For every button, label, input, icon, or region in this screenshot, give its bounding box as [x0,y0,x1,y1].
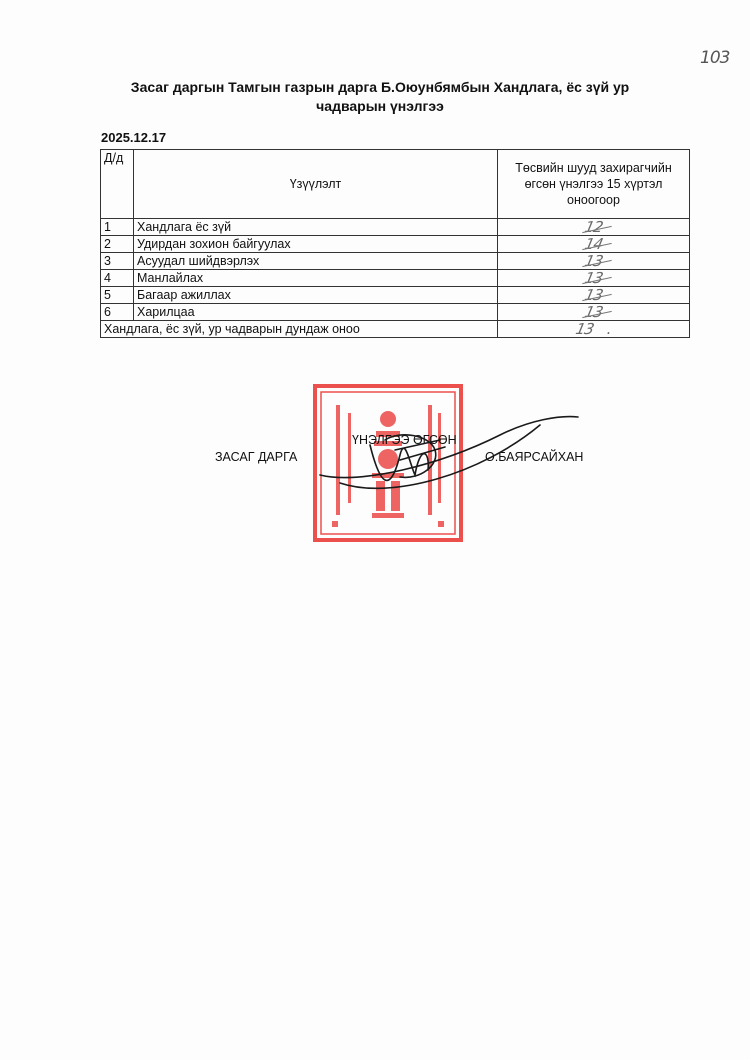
row-criterion: Хандлага ёс зүй [134,219,498,236]
table-row [101,304,690,321]
row-no: 1 [101,219,134,236]
row-score [498,304,690,321]
row-criterion: Манлайлах [134,270,498,287]
evaluation-table [100,149,690,338]
table-row [101,236,690,253]
header-no: Д/д [101,150,134,219]
row-no: 4 [101,270,134,287]
row-score [498,270,690,287]
row-no: 5 [101,287,134,304]
average-score: 13 . [498,321,690,338]
table-row [101,287,690,304]
handwritten-score: 14 [583,235,604,253]
row-no: 3 [101,253,134,270]
row-criterion: Асуудал шийдвэрлэх [134,253,498,270]
handwritten-score: 12 [583,218,604,236]
handwritten-score: 13 [583,269,604,287]
row-score [498,236,690,253]
row-no: 6 [101,304,134,321]
header-criterion: Үзүүлэлт [134,150,498,219]
row-criterion: Удирдан зохион байгуулах [134,236,498,253]
average-label: Хандлага, ёс зүй, ур чадварын дундаж оноо [101,321,498,338]
header-score: Төсвийн шууд захирагчийн өгсөн үнэлгээ 15 хүртэл оноогоор [498,150,690,219]
row-score [498,219,690,236]
handwritten-average: 13 [573,320,595,338]
document-date: 2025.12.17 [101,130,167,145]
average-row [101,321,690,338]
document-title: Засаг даргын Тамгын газрын дарга Б.Оюунбямбын Хандлага, ёс зүй ур чадварын үнэлгээ [130,79,630,114]
row-score [498,287,690,304]
table-header-row [101,150,690,219]
handwritten-score: 13 [583,303,604,321]
handwritten-signature-icon [300,405,580,505]
evaluator-label: ҮНЭЛГЭЭ ӨГСӨН [352,433,457,447]
row-criterion: Багаар ажиллах [134,287,498,304]
row-criterion: Харилцаа [134,304,498,321]
row-no: 2 [101,236,134,253]
table-row [101,219,690,236]
signatory-name: О.БАЯРСАЙХАН [485,450,584,464]
handwritten-score: 13 [583,286,604,304]
handwritten-score: 13 [583,252,604,270]
row-score [498,253,690,270]
table-row [101,270,690,287]
governor-title: ЗАСАГ ДАРГА [215,450,298,464]
page-number: 103 [700,48,730,68]
table-row [101,253,690,270]
